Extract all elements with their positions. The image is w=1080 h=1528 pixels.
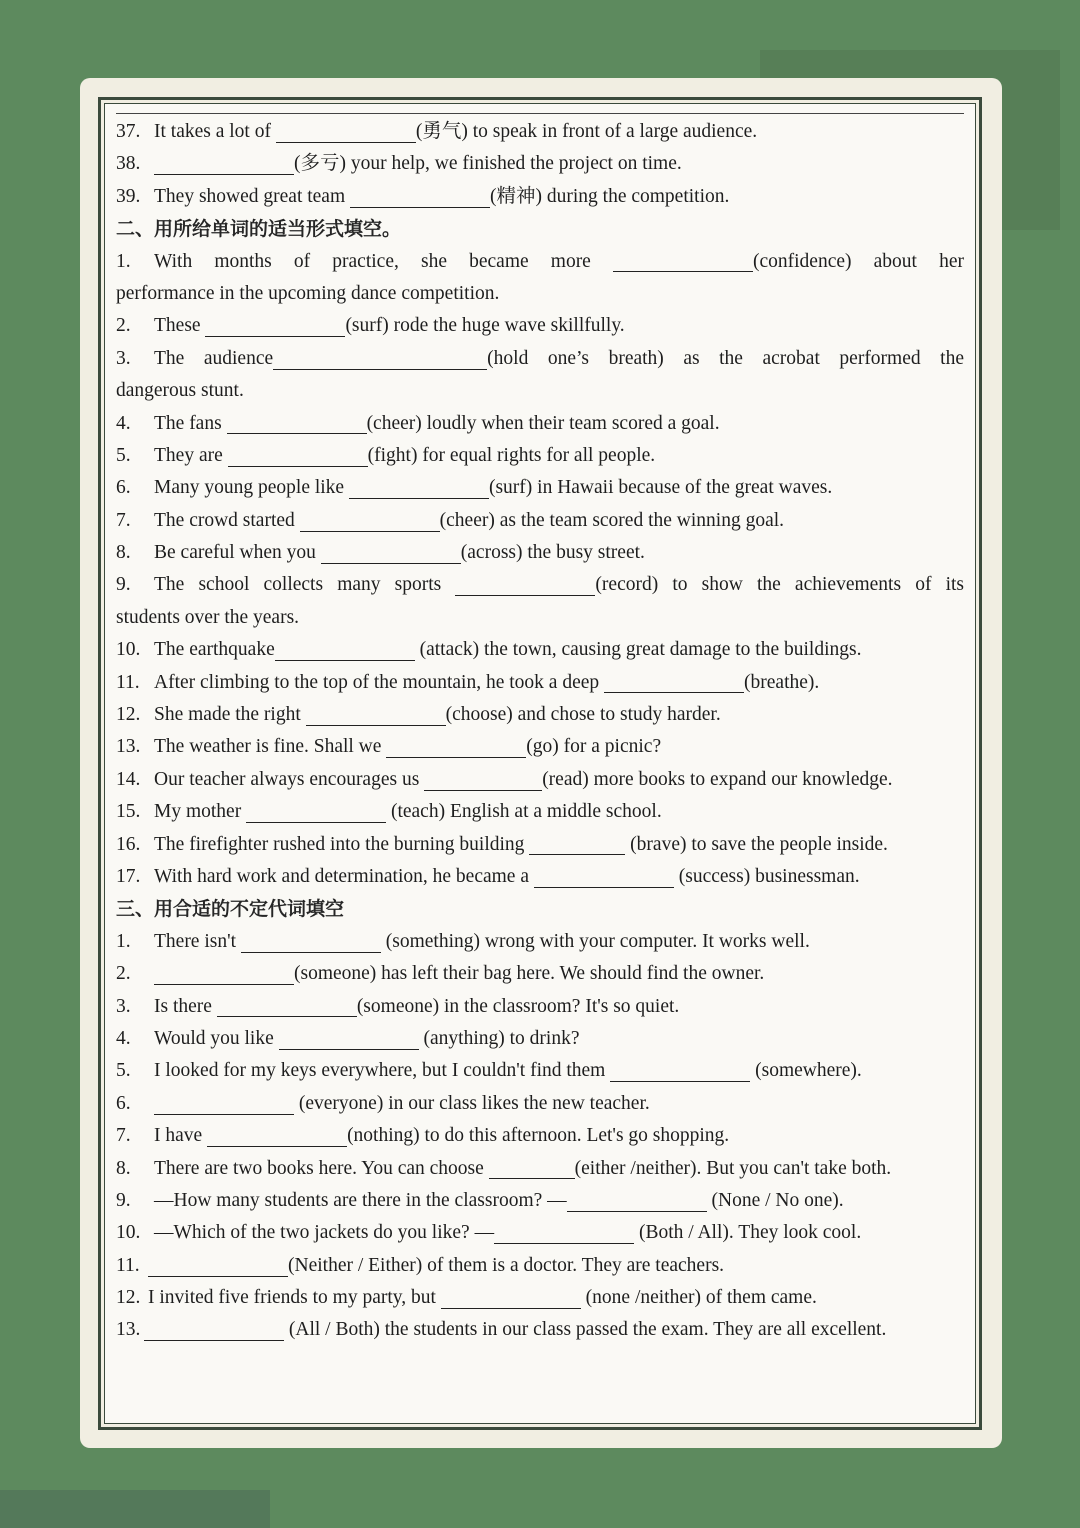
top-rule (116, 113, 964, 114)
answer-blank[interactable] (604, 672, 744, 693)
question-text: She made the right (choose) and chose to study harder. (154, 704, 721, 726)
question-row (116, 1088, 964, 1120)
question-text: I invited five friends to my party, but (none /neither) of them came. (148, 1287, 817, 1309)
question-text: The school collects many sports (record) to show the achievements of its (154, 574, 965, 596)
question-row (116, 440, 964, 472)
question-continuation: students over the years. (116, 606, 300, 628)
question-number: 37. (116, 121, 141, 142)
question-text: —How many students are there in the classroom? — (None / No one). (154, 1189, 844, 1211)
question-row (116, 343, 964, 375)
answer-blank[interactable] (279, 1028, 419, 1049)
section-heading: 三、用合适的不定代词填空 (116, 898, 345, 921)
question-number: 8. (116, 1157, 131, 1179)
question-number: 2. (116, 315, 131, 337)
question-number: 15. (116, 801, 141, 823)
answer-blank[interactable] (227, 413, 367, 434)
answer-blank[interactable] (300, 510, 440, 531)
question-number: 39. (116, 185, 141, 207)
answer-blank[interactable] (205, 316, 345, 337)
question-number: 13. (116, 736, 141, 758)
question-text: The weather is fine. Shall we (go) for a picnic? (154, 736, 662, 758)
question-number: 9. (116, 574, 131, 596)
question-row (116, 1153, 964, 1185)
answer-blank[interactable] (321, 542, 461, 563)
answer-blank[interactable] (455, 575, 595, 596)
question-text: (多亏) your help, we finished the project on time. (154, 148, 682, 180)
question-row (116, 991, 964, 1023)
question-number: 1. (116, 930, 131, 952)
question-continuation: performance in the upcoming dance competition. (116, 282, 500, 304)
question-number: 12. (116, 1287, 141, 1309)
question-row (116, 634, 964, 666)
answer-blank[interactable] (441, 1287, 581, 1308)
question-row (116, 181, 964, 213)
question-row (116, 699, 964, 731)
question-row (116, 861, 964, 893)
background-panel (0, 1490, 270, 1528)
question-row (116, 1282, 964, 1314)
answer-blank[interactable] (241, 931, 381, 952)
question-text: (everyone) in our class likes the new teacher. (154, 1088, 650, 1120)
question-number: 7. (116, 1125, 131, 1147)
question-text: (someone) has left their bag here. We should find the owner. (154, 958, 764, 990)
question-number: 10. (116, 639, 141, 661)
question-number: 17. (116, 865, 141, 887)
question-text: My mother (teach) English at a middle school. (154, 801, 662, 823)
answer-blank[interactable] (350, 186, 490, 207)
question-row (116, 310, 964, 342)
question-text: The fans (cheer) loudly when their team scored a goal. (154, 412, 720, 434)
question-row (116, 1217, 964, 1249)
answer-blank[interactable] (489, 1158, 575, 1179)
question-number: 14. (116, 768, 141, 790)
question-number: 12. (116, 704, 141, 726)
answer-blank[interactable] (246, 802, 386, 823)
answer-blank[interactable] (228, 445, 368, 466)
question-text: Is there (someone) in the classroom? It's so quiet. (154, 995, 680, 1017)
question-text: With hard work and determination, he became a (success) businessman. (154, 865, 860, 887)
answer-blank[interactable] (567, 1190, 707, 1211)
question-row (116, 926, 964, 958)
question-row (116, 537, 964, 569)
question-text: Many young people like (surf) in Hawaii because of the great waves. (154, 477, 833, 499)
question-number: 11. (116, 1254, 140, 1276)
question-continuation: dangerous stunt. (116, 380, 244, 402)
question-text: I looked for my keys everywhere, but I couldn't find them (somewhere). (154, 1060, 862, 1082)
question-number: 1. (116, 250, 131, 272)
answer-blank[interactable] (610, 1061, 750, 1082)
question-text: After climbing to the top of the mountain, he took a deep (breathe). (154, 671, 820, 693)
question-row (116, 1250, 964, 1282)
question-row (116, 1314, 964, 1346)
question-text: (All / Both) the students in our class passed the exam. They are all excellent. (144, 1314, 886, 1346)
question-number: 8. (116, 542, 131, 564)
answer-blank[interactable] (424, 769, 542, 790)
question-row (116, 829, 964, 861)
answer-blank[interactable] (349, 478, 489, 499)
question-text: With months of practice, she became more (confidence) about her (154, 250, 964, 272)
question-row (116, 1023, 964, 1055)
answer-blank[interactable] (154, 154, 294, 175)
question-row (116, 1055, 964, 1087)
question-row (116, 731, 964, 763)
question-text: They showed great team (精神) during the competition. (154, 185, 730, 207)
question-number: 2. (116, 963, 131, 985)
question-number: 4. (116, 412, 131, 434)
question-row (116, 472, 964, 504)
question-number: 3. (116, 995, 131, 1017)
question-number: 3. (116, 347, 131, 369)
question-number: 5. (116, 1060, 131, 1082)
answer-blank[interactable] (148, 1255, 288, 1276)
answer-blank[interactable] (144, 1320, 284, 1341)
question-number: 6. (116, 477, 131, 499)
answer-blank[interactable] (207, 1125, 347, 1146)
question-number: 10. (116, 1222, 141, 1244)
question-row (116, 505, 964, 537)
question-text: Our teacher always encourages us (read) more books to expand our knowledge. (154, 768, 893, 790)
section-heading: 二、用所给单词的适当形式填空。 (116, 218, 402, 241)
question-text: I have (nothing) to do this afternoon. Let's go shopping. (154, 1125, 730, 1147)
question-text: The audience (hold one’s breath) as the acrobat performed the (154, 347, 964, 369)
question-text: These (surf) rode the huge wave skillfully. (154, 315, 625, 337)
answer-blank[interactable] (534, 866, 674, 887)
answer-blank[interactable] (529, 834, 625, 855)
question-row (116, 1185, 964, 1217)
answer-blank[interactable] (494, 1223, 634, 1244)
question-text: They are (fight) for equal rights for all people. (154, 444, 656, 466)
question-text: Be careful when you (across) the busy street. (154, 542, 645, 564)
question-row (116, 408, 964, 440)
question-text: —Which of the two jackets do you like? — (Both / All). They look cool. (154, 1222, 862, 1244)
question-number: 38. (116, 153, 141, 175)
answer-blank[interactable] (273, 348, 487, 369)
answer-blank[interactable] (306, 704, 446, 725)
question-text: There are two books here. You can choose (either /neither). But you can't take both. (154, 1157, 892, 1179)
question-number: 6. (116, 1092, 131, 1114)
question-number: 4. (116, 1027, 131, 1049)
question-text: Would you like (anything) to drink? (154, 1027, 580, 1049)
worksheet-content (116, 116, 964, 1347)
answer-blank[interactable] (613, 251, 753, 272)
question-row (116, 246, 964, 278)
question-number: 9. (116, 1189, 131, 1211)
question-text: There isn't (something) wrong with your computer. It works well. (154, 930, 810, 952)
answer-blank[interactable] (154, 964, 294, 985)
question-text: The firefighter rushed into the burning building (brave) to save the people inside. (154, 833, 888, 855)
question-row (116, 764, 964, 796)
question-row (116, 1120, 964, 1152)
question-row (116, 148, 964, 180)
answer-blank[interactable] (276, 121, 416, 142)
answer-blank[interactable] (386, 737, 526, 758)
question-text: (Neither / Either) of them is a doctor. They are teachers. (148, 1250, 724, 1282)
question-number: 5. (116, 444, 131, 466)
question-text: The earthquake (attack) the town, causing great damage to the buildings. (154, 639, 862, 661)
question-row (116, 116, 964, 148)
answer-blank[interactable] (217, 996, 357, 1017)
question-number: 11. (116, 671, 140, 693)
answer-blank[interactable] (275, 640, 415, 661)
answer-blank[interactable] (154, 1093, 294, 1114)
question-number: 7. (116, 509, 131, 531)
question-row (116, 667, 964, 699)
question-row (116, 796, 964, 828)
question-number: 13. (116, 1319, 141, 1341)
question-row (116, 569, 964, 601)
question-text: The crowd started (cheer) as the team scored the winning goal. (154, 509, 785, 531)
question-text: It takes a lot of (勇气) to speak in front of a large audience. (154, 121, 758, 142)
question-number: 16. (116, 833, 141, 855)
question-row (116, 958, 964, 990)
